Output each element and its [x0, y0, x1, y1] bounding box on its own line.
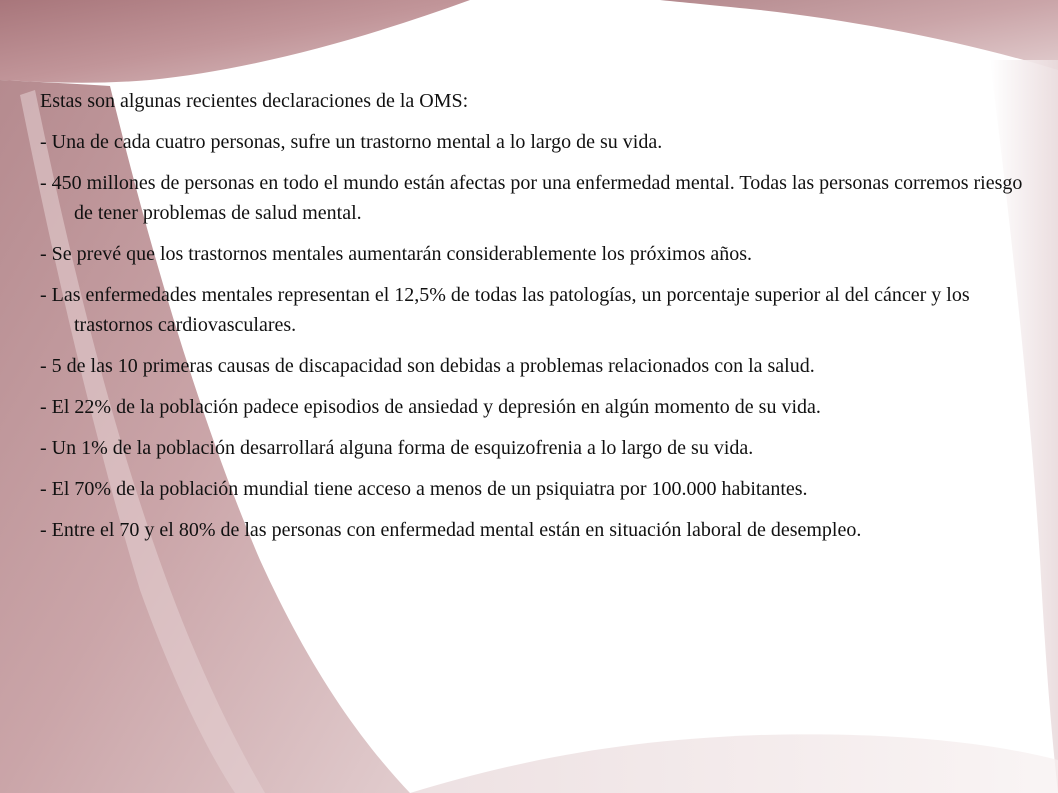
list-item: - Se prevé que los trastornos mentales aumentarán considerablemente los próximos años.	[40, 243, 753, 265]
list-item: - 450 millones de personas en todo el mundo están afectas por una enfermedad mental. Todas las personas corremos riesgo de tener problemas de salud mental.	[40, 172, 1023, 224]
list-item: - Una de cada cuatro personas, sufre un trastorno mental a lo largo de su vida.	[40, 131, 663, 153]
top-left-wedge	[0, 0, 470, 83]
list-item: - 5 de las 10 primeras causas de discapacidad son debidas a problemas relacionados con la salud.	[40, 355, 815, 377]
intro-text: Estas son algunas recientes declaraciones de la OMS:	[40, 90, 469, 112]
list-item: - Entre el 70 y el 80% de las personas con enfermedad mental están en situación laboral de desempleo.	[40, 519, 862, 541]
list-item: - Las enfermedades mentales representan el 12,5% de todas las patologías, un porcentaje superior al del cáncer y los trastornos cardiovasculares.	[40, 284, 970, 336]
bottom-wash	[410, 734, 1058, 793]
slide-content	[40, 86, 1030, 556]
top-right-curve	[660, 0, 1058, 70]
list-item: - Un 1% de la población desarrollará alguna forma de esquizofrenia a lo largo de su vida.	[40, 437, 754, 459]
list-item: - El 22% de la población padece episodios de ansiedad y depresión en algún momento de su vida.	[40, 396, 821, 418]
list-item: - El 70% de la población mundial tiene acceso a menos de un psiquiatra por 100.000 habitantes.	[40, 478, 808, 500]
